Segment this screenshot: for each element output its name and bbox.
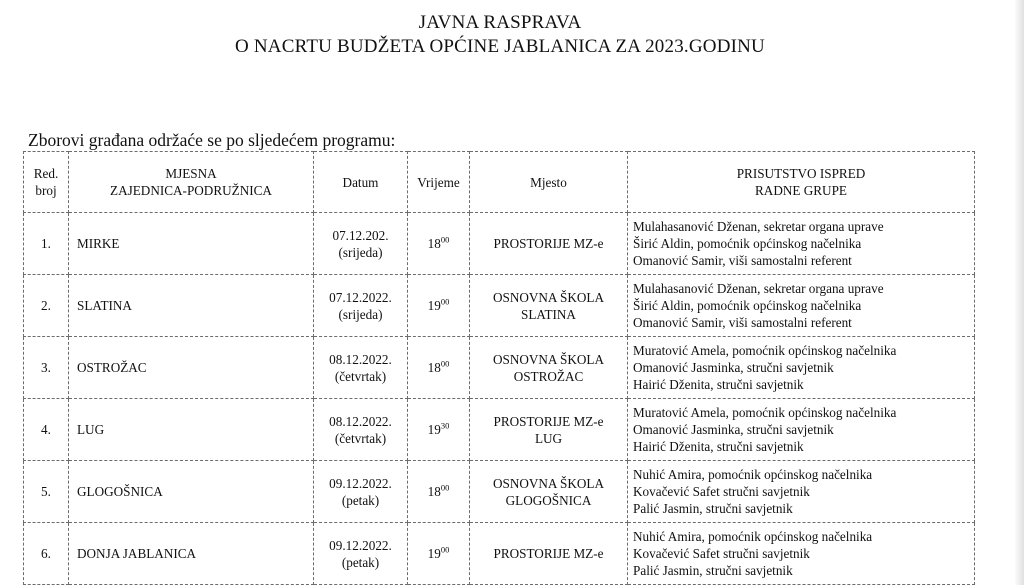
document-subtitle: O NACRTU BUDŽETA OPĆINE JABLANICA ZA 2023.GODINU	[235, 36, 765, 57]
header-place-line1: MJESNA	[165, 166, 217, 181]
row-hour: 18	[427, 484, 441, 499]
team-member: Mulahasanović Dženan, sekretar organa uprave	[633, 219, 884, 234]
row-location-cell	[470, 337, 628, 399]
row-number: 1.	[24, 213, 69, 275]
row-number: 3.	[24, 337, 69, 399]
row-day: (srijeda)	[338, 306, 383, 322]
team-member: Omanović Samir, viši samostalni referent	[633, 315, 852, 330]
header-team	[628, 152, 975, 213]
row-date-cell	[314, 461, 408, 523]
row-location-line1: OSNOVNA ŠKOLA	[492, 289, 604, 305]
table-header	[24, 152, 975, 213]
row-location-line2: LUG	[534, 430, 563, 446]
row-minute: 00	[440, 482, 450, 493]
row-location-line1: PROSTORIJE MZ-e	[493, 236, 604, 251]
row-day: (petak)	[341, 554, 380, 570]
schedule-table	[23, 151, 975, 585]
row-place: SLATINA	[69, 275, 314, 337]
team-member: Muratović Amela, pomoćnik općinskog načelnika	[633, 343, 897, 358]
row-time-cell	[408, 461, 470, 523]
table-row	[24, 399, 975, 461]
team-member: Hairić Dženita, stručni savjetnik	[633, 377, 804, 392]
row-location-line1: PROSTORIJE MZ-e	[493, 546, 604, 561]
row-date: 07.12.202.	[332, 227, 389, 243]
row-number: 6.	[24, 523, 69, 585]
header-place	[69, 152, 314, 213]
row-place: LUG	[69, 399, 314, 461]
row-day: (srijeda)	[338, 244, 383, 260]
row-date: 09.12.2022.	[329, 475, 392, 491]
team-member: Mulahasanović Dženan, sekretar organa uprave	[633, 281, 884, 296]
header-time: Vrijeme	[408, 152, 470, 213]
team-member: Nuhić Amira, pomoćnik općinskog načelnika	[633, 467, 873, 482]
row-number: 5.	[24, 461, 69, 523]
header-team-line2: RADNE GRUPE	[755, 183, 847, 198]
row-place: MIRKE	[69, 213, 314, 275]
row-location-line2: GLOGOŠNICA	[505, 492, 592, 508]
row-hour: 18	[427, 236, 441, 251]
team-member: Omanović Jasminka, stručni savjetnik	[633, 360, 834, 375]
row-location-line1: OSNOVNA ŠKOLA	[492, 351, 604, 367]
page-edge-shadow	[1014, 0, 1024, 585]
table-row	[24, 275, 975, 337]
intro-text: Zborovi građana održaće se po sljedećem programu:	[28, 130, 396, 150]
row-location-cell	[470, 399, 628, 461]
table-row	[24, 523, 975, 585]
row-minute: 00	[440, 358, 450, 369]
row-location-cell	[470, 213, 628, 275]
header-team-line1: PRISUTSTVO ISPRED	[736, 166, 866, 181]
row-team-cell	[628, 275, 975, 337]
row-place: GLOGOŠNICA	[69, 461, 314, 523]
row-day: (četvrtak)	[334, 430, 387, 446]
row-minute: 30	[440, 420, 450, 431]
row-hour: 19	[427, 422, 441, 437]
row-location-cell	[470, 275, 628, 337]
header-number	[24, 152, 69, 213]
table-row	[24, 337, 975, 399]
team-member: Omanović Samir, viši samostalni referent	[633, 253, 852, 268]
header-number-line2: broj	[35, 183, 57, 198]
row-time-cell	[408, 213, 470, 275]
team-member: Palić Jasmin, stručni savjetnik	[633, 501, 793, 516]
row-hour: 19	[427, 546, 441, 561]
row-team-cell	[628, 523, 975, 585]
document-title: JAVNA RASPRAVA	[418, 12, 582, 33]
row-date-cell	[314, 337, 408, 399]
team-member: Omanović Jasminka, stručni savjetnik	[633, 422, 834, 437]
table-body	[24, 213, 975, 585]
row-number: 4.	[24, 399, 69, 461]
row-location-line1: OSNOVNA ŠKOLA	[492, 475, 604, 491]
row-team-cell	[628, 461, 975, 523]
row-location-cell	[470, 523, 628, 585]
row-date: 08.12.2022.	[329, 413, 392, 429]
row-location-line2: OSTROŽAC	[513, 368, 584, 384]
table-row	[24, 213, 975, 275]
table-row	[24, 461, 975, 523]
row-team-cell	[628, 213, 975, 275]
team-member: Muratović Amela, pomoćnik općinskog načelnika	[633, 405, 897, 420]
team-member: Kovačević Safet stručni savjetnik	[633, 546, 810, 561]
row-date: 09.12.2022.	[329, 537, 392, 553]
header-place-line2: ZAJEDNICA-PODRUŽNICA	[110, 183, 272, 198]
row-day: (četvrtak)	[334, 368, 387, 384]
row-minute: 00	[440, 234, 450, 245]
row-day: (petak)	[341, 492, 380, 508]
row-date-cell	[314, 399, 408, 461]
row-location-line2: SLATINA	[521, 306, 576, 322]
row-minute: 00	[440, 296, 450, 307]
row-date-cell	[314, 523, 408, 585]
row-time-cell	[408, 337, 470, 399]
row-date: 08.12.2022.	[329, 351, 392, 367]
row-date-cell	[314, 213, 408, 275]
row-time-cell	[408, 275, 470, 337]
row-hour: 19	[427, 298, 441, 313]
team-member: Hairić Dženita, stručni savjetnik	[633, 439, 804, 454]
team-member: Širić Aldin, pomoćnik općinskog načelnika	[633, 298, 862, 313]
header-date: Datum	[314, 152, 408, 213]
row-date-cell	[314, 275, 408, 337]
header-location: Mjesto	[470, 152, 628, 213]
row-number: 2.	[24, 275, 69, 337]
row-hour: 18	[427, 360, 441, 375]
team-member: Nuhić Amira, pomoćnik općinskog načelnika	[633, 529, 873, 544]
header-row	[24, 152, 975, 213]
row-team-cell	[628, 337, 975, 399]
row-time-cell	[408, 523, 470, 585]
row-place: OSTROŽAC	[69, 337, 314, 399]
team-member: Kovačević Safet stručni savjetnik	[633, 484, 810, 499]
row-minute: 00	[440, 544, 450, 555]
row-time-cell	[408, 399, 470, 461]
row-team-cell	[628, 399, 975, 461]
row-date: 07.12.2022.	[329, 289, 392, 305]
row-location-line1: PROSTORIJE MZ-e	[493, 413, 604, 429]
row-place: DONJA JABLANICA	[69, 523, 314, 585]
team-member: Širić Aldin, pomoćnik općinskog načelnika	[633, 236, 862, 251]
team-member: Palić Jasmin, stručni savjetnik	[633, 563, 793, 578]
header-number-line1: Red.	[33, 166, 59, 181]
row-location-cell	[470, 461, 628, 523]
